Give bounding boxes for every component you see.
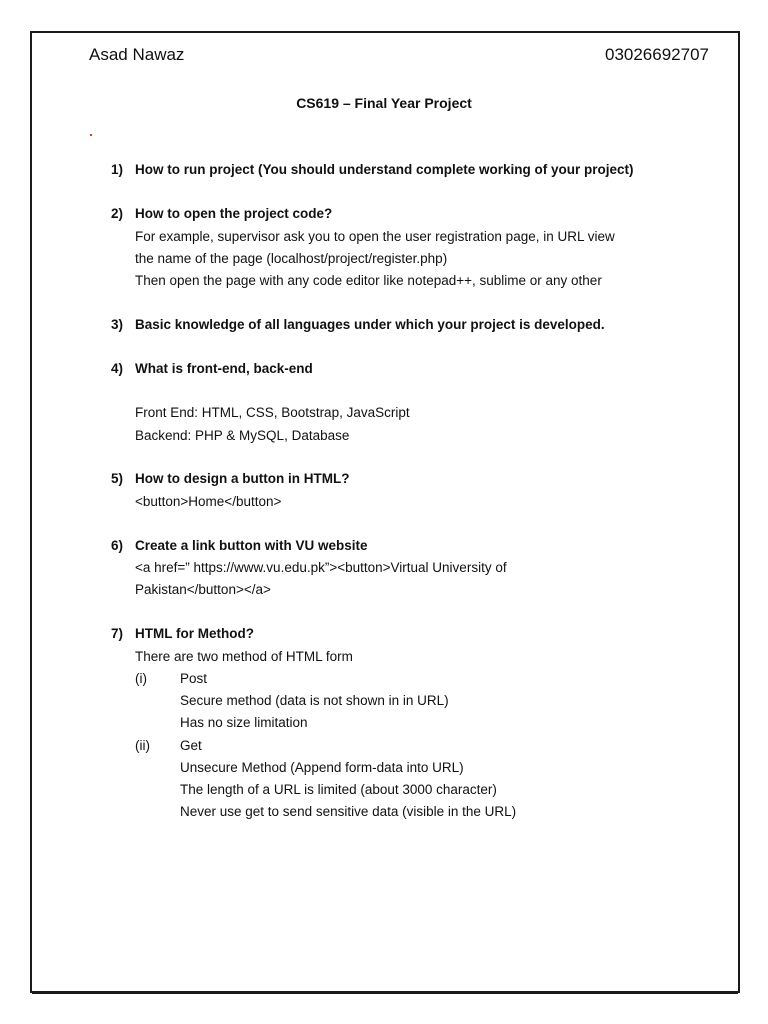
method-label: (ii)	[135, 738, 150, 753]
answer-line: There are two method of HTML form	[135, 649, 353, 664]
method-name: Get	[180, 738, 202, 753]
answer-line: For example, supervisor ask you to open the user registration page, in URL view	[135, 229, 615, 244]
question-heading: Create a link button with VU website	[135, 538, 368, 553]
method-detail: Has no size limitation	[180, 715, 308, 730]
phone-number: 03026692707	[604, 45, 709, 64]
answer-line: Then open the page with any code editor like notepad++, sublime or any other	[135, 273, 602, 288]
method-detail: The length of a URL is limited (about 3000 character)	[180, 782, 497, 797]
question-heading: How to run project (You should understand complete working of your project)	[135, 162, 634, 177]
stray-mark	[90, 134, 92, 136]
question-number: 2)	[111, 206, 124, 221]
answer-line: Front End: HTML, CSS, Bootstrap, JavaScript	[135, 405, 410, 420]
method-detail: Never use get to send sensitive data (visible in the URL)	[180, 804, 517, 819]
author-name: Asad Nawaz	[89, 45, 185, 64]
document-title: CS619 – Final Year Project	[296, 95, 472, 111]
answer-line: the name of the page (localhost/project/register.php)	[135, 251, 448, 266]
question-number: 4)	[111, 361, 124, 376]
question-heading: What is front-end, back-end	[135, 361, 313, 376]
question-number: 6)	[111, 538, 124, 553]
method-name: Post	[180, 671, 208, 686]
question-number: 5)	[111, 471, 124, 486]
method-label: (i)	[135, 671, 147, 686]
question-number: 7)	[111, 626, 124, 641]
question-heading: How to design a button in HTML?	[135, 471, 350, 486]
method-detail: Secure method (data is not shown in in URL)	[180, 693, 449, 708]
question-number: 3)	[111, 317, 124, 332]
answer-line: Backend: PHP & MySQL, Database	[135, 428, 350, 443]
answer-line: Pakistan</button></a>	[135, 582, 271, 597]
question-number: 1)	[111, 162, 124, 177]
answer-line: <a href=” https://www.vu.edu.pk”><button>Virtual University of	[135, 560, 507, 575]
answer-line: <button>Home</button>	[135, 494, 282, 509]
question-heading: HTML for Method?	[135, 626, 254, 641]
question-heading: How to open the project code?	[135, 206, 333, 221]
method-detail: Unsecure Method (Append form-data into URL)	[180, 760, 464, 775]
question-heading: Basic knowledge of all languages under which your project is developed.	[135, 317, 605, 332]
